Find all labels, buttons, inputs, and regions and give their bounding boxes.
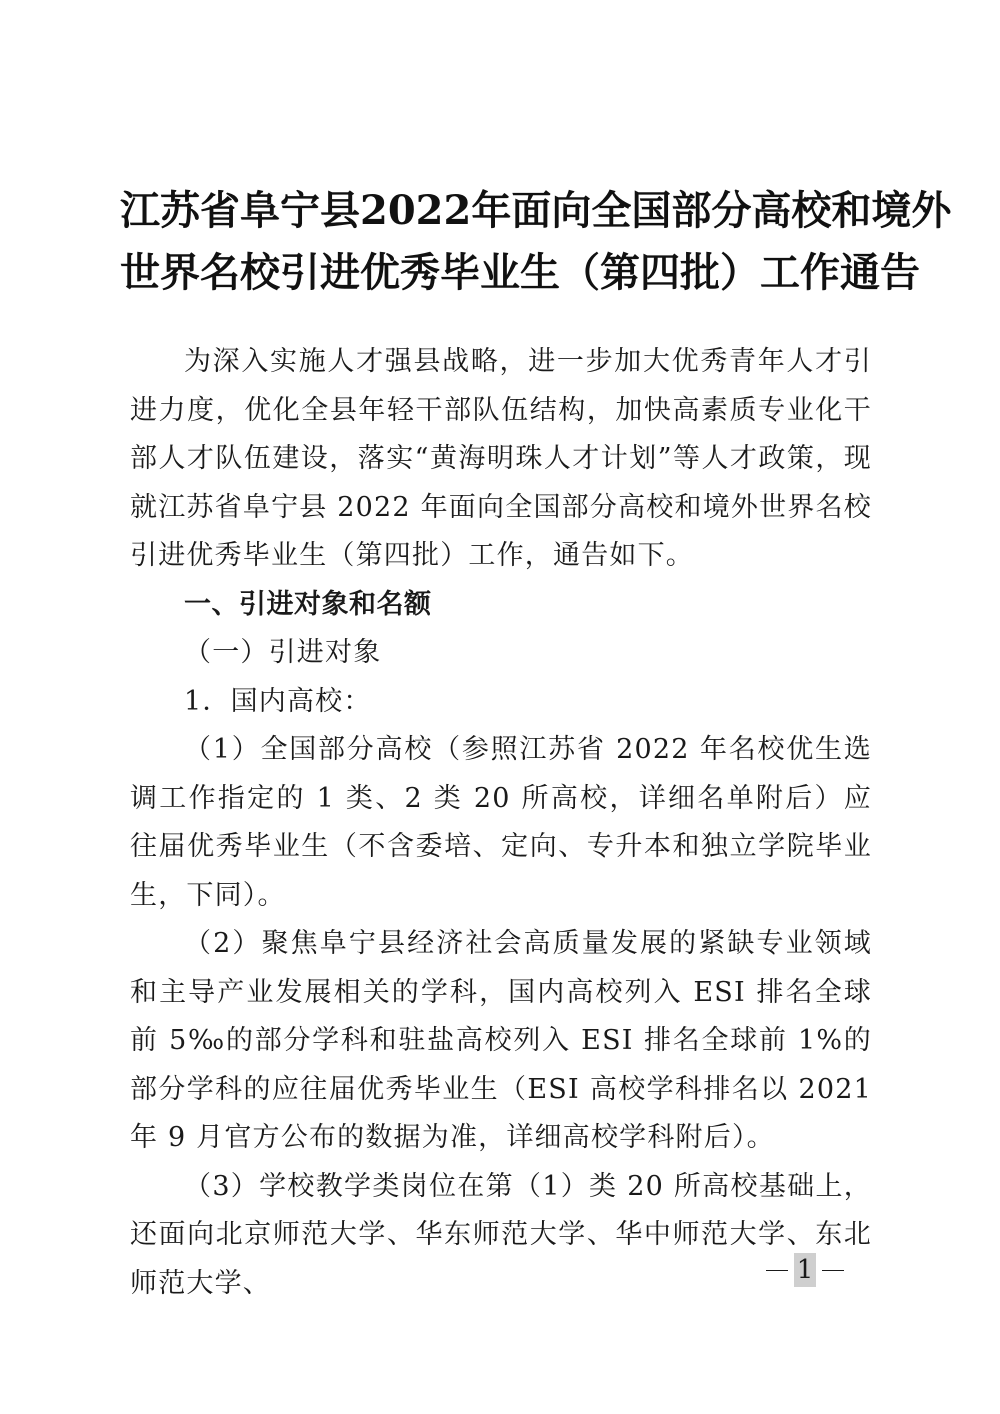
document-body [130, 338, 872, 1308]
page-dash-left [766, 1270, 788, 1271]
document-title [120, 180, 952, 304]
title-line-1: 江苏省阜宁县2022年面向全国部分高校和境外 [120, 187, 952, 234]
body-paragraph: （3）学校教学类岗位在第（1）类 20 所高校基础上，还面向北京师范大学、华东师范大学、华中师范大学、东北师范大学、 [130, 1170, 872, 1299]
intro-paragraph: 为深入实施人才强县战略，进一步加大优秀青年人才引进力度，优化全县年轻干部队伍结构，加快高素质专业化干部人才队伍建设，落实“黄海明珠人才计划”等人才政策，现就江苏省阜宁县 2022 年面向全国部分高校和境外世界名校引进优秀毕业生（第四批）工作，通告如下。 [130, 346, 872, 571]
page-number [760, 1252, 850, 1288]
page-number-value: 1 [794, 1253, 817, 1287]
section-heading: 一、引进对象和名额 [184, 588, 432, 620]
title-line-2: 世界名校引进优秀毕业生（第四批）工作通告 [120, 249, 920, 296]
subsection-heading: （一）引进对象 [184, 637, 382, 668]
page-dash-right [822, 1270, 844, 1271]
body-paragraph: （1）全国部分高校（参照江苏省 2022 年名校优生选调工作指定的 1 类、2 类 20 所高校，详细名单附后）应往届优秀毕业生（不含委培、定向、专升本和独立学院毕业生，下同）。 [130, 734, 872, 911]
item-heading: 1．国内高校： [184, 685, 372, 717]
body-paragraph: （2）聚焦阜宁县经济社会高质量发展的紧缺专业领域和主导产业发展相关的学科，国内高校列入 ESI 排名全球前 5‰的部分学科和驻盐高校列入 ESI 排名全球前 1%的部分学科的应往届优秀毕业生（ESI 高校学科排名以 2021 年 9 月官方公布的数据为准，详细高校学科附后）。 [130, 928, 872, 1153]
